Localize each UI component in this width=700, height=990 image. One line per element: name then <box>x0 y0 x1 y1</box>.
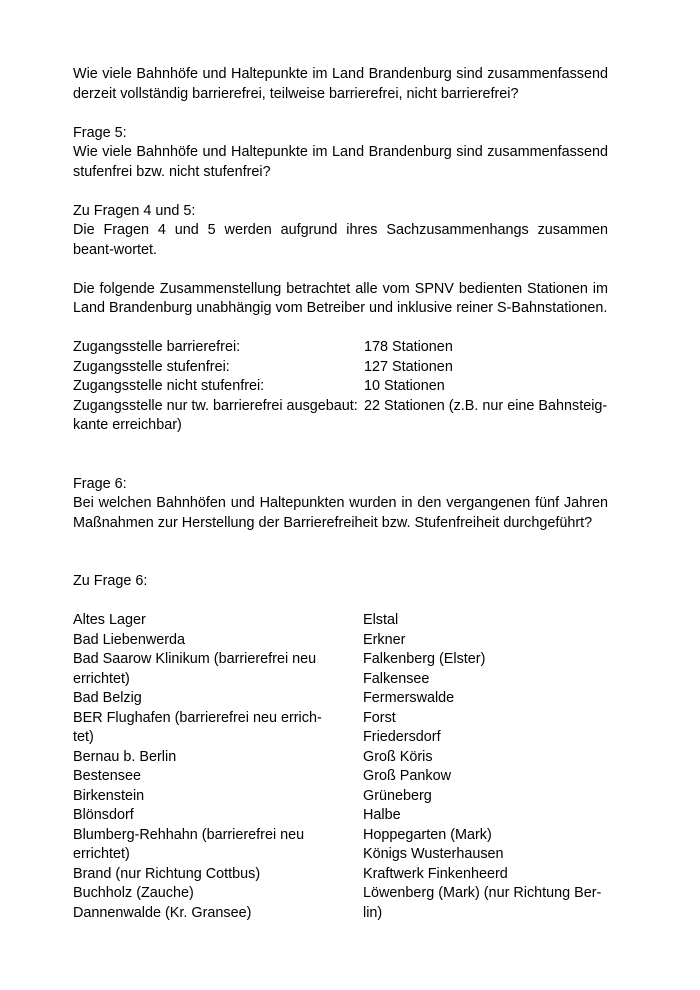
station-item: Erkner <box>363 631 406 648</box>
spacer <box>73 592 608 612</box>
spacer <box>73 319 608 339</box>
stat-row <box>73 397 608 417</box>
stat-value: 22 Stationen (z.B. nur eine Bahnsteig- <box>364 397 608 414</box>
station-item: Bestensee <box>73 768 142 784</box>
station-item: Hoppegarten (Mark) <box>363 826 492 843</box>
stat-label: Zugangsstelle nicht stufenfrei: <box>73 378 265 394</box>
stat-value: 10 Stationen <box>364 378 445 394</box>
spacer <box>73 533 608 572</box>
spacer <box>73 104 608 124</box>
station-item: BER Flughafen (barrierefrei neu errich-tet) <box>73 709 322 745</box>
stat-continuation: kante erreichbar) <box>73 417 182 433</box>
spacer <box>73 260 608 280</box>
station-statistics <box>73 338 608 436</box>
station-item: Halbe <box>363 807 401 823</box>
question-4-text: Wie viele Bahnhöfe und Haltepunkte im Land Brandenburg sind zusammenfassend derzeit vollständig barrierefrei, teilweise barrierefrei, nicht barrierefrei? <box>73 66 608 102</box>
station-item: Bad Liebenwerda <box>73 631 186 648</box>
station-item: Altes Lager <box>73 612 146 628</box>
station-item: Bernau b. Berlin <box>73 748 177 765</box>
question-5-text: Wie viele Bahnhöfe und Haltepunkte im Land Brandenburg sind zusammenfassend stufenfrei bzw. nicht stufenfrei? <box>73 144 608 180</box>
station-item: Buchholz (Zauche) <box>73 885 194 901</box>
answer-6-heading: Zu Frage 6: <box>73 573 148 589</box>
question-6-heading: Frage 6: <box>73 475 127 492</box>
question-5-heading: Frage 5: <box>73 124 127 141</box>
stat-label: Zugangsstelle stufenfrei: <box>73 358 230 375</box>
station-item: Fermerswalde <box>363 690 455 706</box>
station-item: Falkensee <box>363 670 430 687</box>
station-item: Bad Belzig <box>73 690 142 706</box>
stat-row <box>73 377 608 397</box>
station-item: Löwenberg (Mark) (nur Richtung Ber-lin) <box>363 885 602 921</box>
station-item: Forst <box>363 709 396 726</box>
station-item: Blönsdorf <box>73 807 134 823</box>
station-item: Blumberg-Rehhahn (barrierefrei neu errichtet) <box>73 826 305 862</box>
stat-value: 127 Stationen <box>364 358 453 375</box>
answer-4-5-text: Die Fragen 4 und 5 werden aufgrund ihres Sachzusammenhangs zusammen beant-wortet. <box>73 222 608 258</box>
station-item: Birkenstein <box>73 787 145 804</box>
station-item: Bad Saarow Klinikum (barrierefrei neu errichtet) <box>73 651 317 687</box>
station-item: Groß Köris <box>363 748 433 765</box>
station-item: Elstal <box>363 612 399 628</box>
station-item: Grüneberg <box>363 787 432 804</box>
station-item: Kraftwerk Finkenheerd <box>363 865 508 882</box>
station-item: Friedersdorf <box>363 729 441 745</box>
station-item: Brand (nur Richtung Cottbus) <box>73 865 261 882</box>
stat-row <box>73 338 608 358</box>
station-list-right <box>363 611 608 923</box>
station-item: Groß Pankow <box>363 768 451 784</box>
stat-value: 178 Stationen <box>364 339 453 355</box>
spacer <box>73 436 608 475</box>
station-list-left <box>73 611 323 923</box>
station-item: Königs Wusterhausen <box>363 846 504 862</box>
stat-label: Zugangsstelle nur tw. barrierefrei ausgebaut: <box>73 397 358 414</box>
answer-4-5-heading: Zu Fragen 4 und 5: <box>73 202 196 219</box>
stat-row <box>73 358 608 378</box>
station-item: Falkenberg (Elster) <box>363 651 486 667</box>
document-page <box>73 65 608 923</box>
spacer <box>73 182 608 202</box>
answer-4-5-intro: Die folgende Zusammenstellung betrachtet alle vom SPNV bedienten Stationen im Land Brandenburg unabhängig vom Betreiber und inklusive reiner S-Bahnstationen. <box>73 280 608 316</box>
question-6-text: Bei welchen Bahnhöfen und Haltepunkten wurden in den vergangenen fünf Jahren Maßnahmen zur Herstellung der Barrierefreiheit bzw. Stufenfreiheit durchgeführt? <box>73 495 608 531</box>
station-item: Dannenwalde (Kr. Gransee) <box>73 904 252 921</box>
station-list <box>73 611 608 923</box>
column-gap <box>323 611 363 923</box>
stat-label: Zugangsstelle barrierefrei: <box>73 339 241 355</box>
